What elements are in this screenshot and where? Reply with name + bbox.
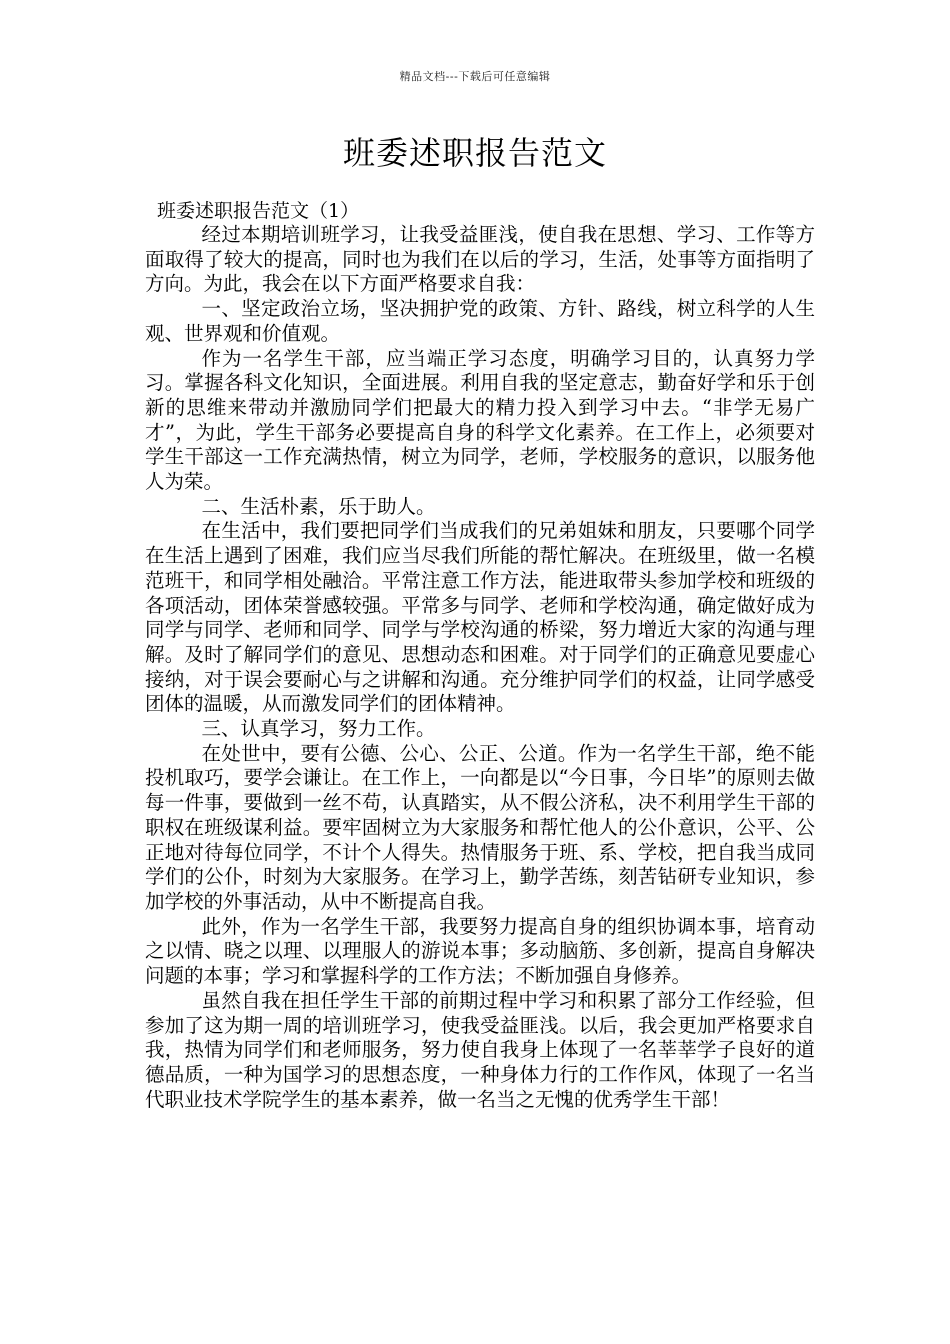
paragraph: 在生活中，我们要把同学们当成我们的兄弟姐妹和朋友，只要哪个同学在生活上遇到了困难，我们应当尽我们所能的帮忙解决。在班级里，做一名模范班干，和同学相处融洽。平常注意工作方法，能进取带头参加学校和班级的各项活动，团体荣誉感较强。平常多与同学、老师和学校沟通，确定做好成为同学与同学、老师和同学、同学与学校沟通的桥梁，努力增近大家的沟通与理解。及时了解同学们的意见、思想动态和困难。对于同学们的正确意见要虚心接纳，对于误会要耐心与之讲解和沟通。充分维护同学们的权益，让同学感受团体的温暖，从而激发同学们的团体精神。: [145, 519, 815, 716]
paragraph: 作为一名学生干部，应当端正学习态度，明确学习目的，认真努力学习。掌握各科文化知识，全面进展。利用自我的坚定意志，勤奋好学和乐于创新的思维来带动并激励同学们把最大的精力投入到学习中去。“非学无易广才”，为此，学生干部务必要提高自身的科学文化素养。在工作上，必须要对学生干部这一工作充满热情，树立为同学，老师，学校服务的意识，以服务他人为荣。: [145, 346, 815, 494]
document-title: 班委述职报告范文: [342, 134, 607, 172]
paragraph: 三、认真学习，努力工作。: [201, 717, 436, 741]
paragraph: 虽然自我在担任学生干部的前期过程中学习和积累了部分工作经验，但参加了这为期一周的培训班学习，使我受益匪浅。以后，我会更加严格要求自我，热情为同学们和老师服务，努力使自我身上体现了一名莘莘学子良好的道德品质，一种为国学习的思想态度，一种身体力行的工作作风，体现了一名当代职业技术学院学生的基本素养，做一名当之无愧的优秀学生干部！: [145, 988, 815, 1111]
paragraph: 一、坚定政治立场，坚决拥护党的政策、方针、路线，树立科学的人生观、世界观和价值观。: [145, 297, 815, 345]
document-subtitle: 班委述职报告范文（1）: [157, 200, 360, 222]
paragraph: 经过本期培训班学习，让我受益匪浅，使自我在思想、学习、工作等方面取得了较大的提高，同时也为我们在以后的学习，生活，处事等方面指明了方向。为此，我会在以下方面严格要求自我：: [145, 223, 815, 296]
paragraph: 在处世中，要有公德、公心、公正、公道。作为一名学生干部，绝不能投机取巧，要学会谦让。在工作上，一向都是以“今日事，今日毕”的原则去做每一件事，要做到一丝不苟，认真踏实，从不假公济私，决不利用学生干部的职权在班级谋利益。要牢固树立为大家服务和帮忙他人的公仆意识，公平、公正地对待每位同学，不计个人得失。热情服务于班、系、学校，把自我当成同学们的公仆，时刻为大家服务。在学习上，勤学苦练，刻苦钻研专业知识，参加学校的外事活动，从中不断提高自我。: [145, 741, 815, 913]
header-note: 精品文档---下载后可任意编辑: [399, 70, 551, 83]
paragraph: 二、生活朴素，乐于助人。: [201, 494, 436, 518]
document-body: [145, 223, 815, 1112]
paragraph: 此外，作为一名学生干部，我要努力提高自身的组织协调本事，培育动之以情、晓之以理、以理服人的游说本事；多动脑筋、多创新，提高自身解决问题的本事；学习和掌握科学的工作方法；不断加强自身修养。: [145, 914, 815, 988]
